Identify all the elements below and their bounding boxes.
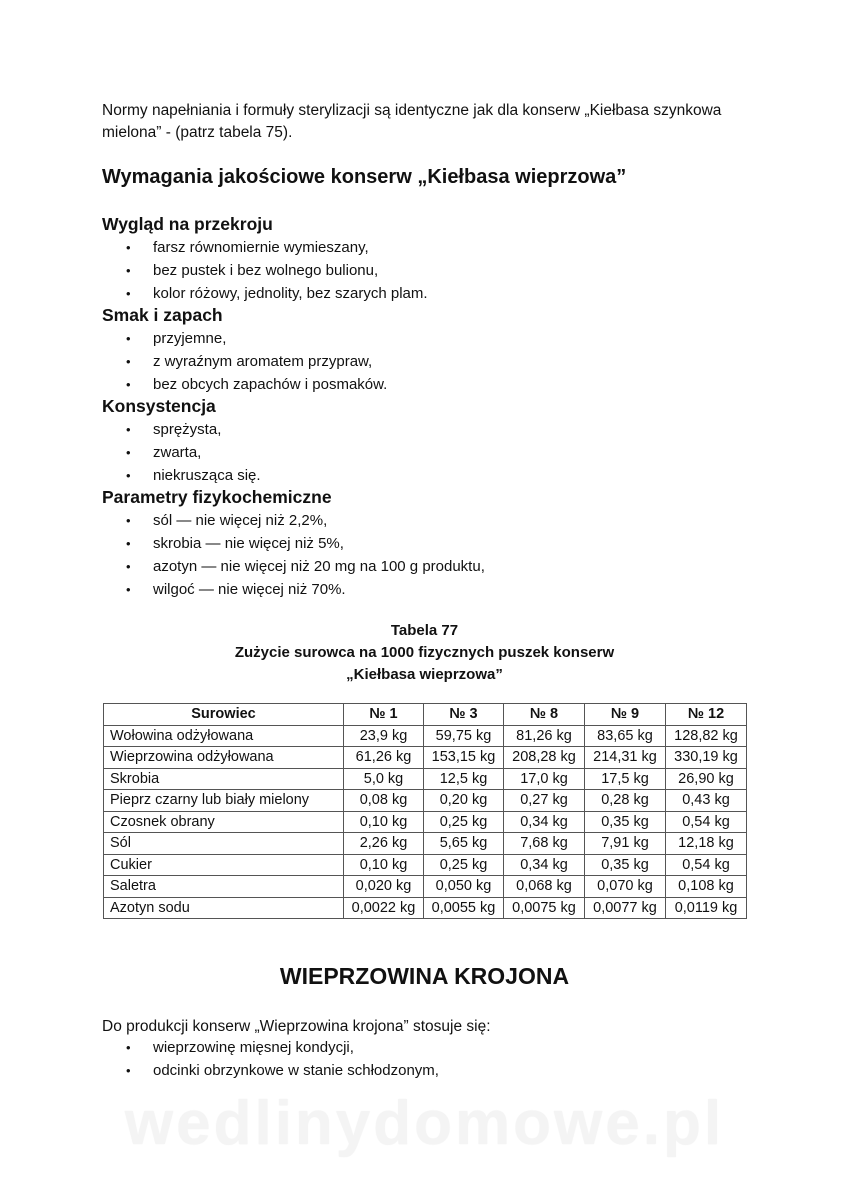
list-item: • sprężysta, (102, 418, 261, 441)
list-item: • wilgoć — nie więcej niż 70%. (102, 578, 485, 601)
column-header: Surowiec (104, 704, 344, 726)
table-cell: 0,54 kg (666, 854, 747, 876)
column-header: № 12 (666, 704, 747, 726)
table-cell: 23,9 kg (344, 725, 424, 747)
table-cell: 0,25 kg (424, 811, 504, 833)
table-cell: 0,20 kg (424, 790, 504, 812)
list-item: • przyjemne, (102, 327, 387, 350)
table-cell: 0,0077 kg (585, 897, 666, 919)
table-cell: 128,82 kg (666, 725, 747, 747)
table-cell: 0,070 kg (585, 876, 666, 898)
table-cell: 0,08 kg (344, 790, 424, 812)
table-cell: 0,25 kg (424, 854, 504, 876)
table-cell: 12,18 kg (666, 833, 747, 855)
list-item: • kolor różowy, jednolity, bez szarych plam. (102, 282, 428, 305)
section2-list (102, 1036, 439, 1082)
table-cell: 26,90 kg (666, 768, 747, 790)
group-title-appearance: Wygląd na przekroju (102, 214, 273, 234)
table-cell: 0,020 kg (344, 876, 424, 898)
group-list-appearance (102, 236, 428, 305)
table-cell: Czosnek obrany (104, 811, 344, 833)
table-cell: 0,050 kg (424, 876, 504, 898)
table-cell: 0,28 kg (585, 790, 666, 812)
table-cell: 0,0075 kg (504, 897, 585, 919)
table-cell: 330,19 kg (666, 747, 747, 769)
column-header: № 9 (585, 704, 666, 726)
table-cell: 5,0 kg (344, 768, 424, 790)
table-cell: 214,31 kg (585, 747, 666, 769)
table-cell: 0,0119 kg (666, 897, 747, 919)
section2-intro: Do produkcji konserw „Wieprzowina krojona” stosuje się: (102, 1018, 491, 1035)
column-header: № 3 (424, 704, 504, 726)
table-cell: 0,34 kg (504, 854, 585, 876)
list-item: • sól — nie więcej niż 2,2%, (102, 509, 485, 532)
table-header-row (104, 704, 747, 726)
table-row (104, 833, 747, 855)
table-cell: 5,65 kg (424, 833, 504, 855)
list-item: • z wyraźnym aromatem przypraw, (102, 350, 387, 373)
watermark: wedlinydomowe.pl (124, 1089, 725, 1158)
table-cell: 12,5 kg (424, 768, 504, 790)
table-cell: Wołowina odżyłowana (104, 725, 344, 747)
list-item: • skrobia — nie więcej niż 5%, (102, 532, 485, 555)
list-item: • azotyn — nie więcej niż 20 mg na 100 g produktu, (102, 555, 485, 578)
list-item: • zwarta, (102, 441, 261, 464)
table-row (104, 747, 747, 769)
table-cell: 83,65 kg (585, 725, 666, 747)
table-cell: 0,0055 kg (424, 897, 504, 919)
section-title: Wymagania jakościowe konserw „Kiełbasa wieprzowa” (102, 166, 627, 188)
table-cell: 7,91 kg (585, 833, 666, 855)
list-item: • odcinki obrzynkowe w stanie schłodzonym, (102, 1059, 439, 1082)
table-cell: 0,34 kg (504, 811, 585, 833)
table-cell: 208,28 kg (504, 747, 585, 769)
table-cell: 0,54 kg (666, 811, 747, 833)
table-row (104, 811, 747, 833)
table-cell: 0,10 kg (344, 811, 424, 833)
group-title-consistency: Konsystencja (102, 396, 216, 416)
table-cell: 0,0022 kg (344, 897, 424, 919)
table-cell: 59,75 kg (424, 725, 504, 747)
list-item: • niekrusząca się. (102, 464, 261, 487)
table-cell: 0,43 kg (666, 790, 747, 812)
table-cell: 61,26 kg (344, 747, 424, 769)
table-cell: Saletra (104, 876, 344, 898)
table-row (104, 790, 747, 812)
table-cell: Wieprzowina odżyłowana (104, 747, 344, 769)
group-title-taste: Smak i zapach (102, 305, 223, 325)
table-cell: Cukier (104, 854, 344, 876)
list-item: • bez pustek i bez wolnego bulionu, (102, 259, 428, 282)
column-header: № 8 (504, 704, 585, 726)
group-list-taste (102, 327, 387, 396)
section2-title: WIEPRZOWINA KROJONA (279, 963, 570, 989)
table-row (104, 854, 747, 876)
group-title-physicochemical: Parametry fizykochemiczne (102, 487, 332, 507)
list-item: • wieprzowinę mięsnej kondycji, (102, 1036, 439, 1059)
table-cell: 153,15 kg (424, 747, 504, 769)
table-cell: 0,27 kg (504, 790, 585, 812)
table-cell: Pieprz czarny lub biały mielony (104, 790, 344, 812)
table-cell: 17,5 kg (585, 768, 666, 790)
table-cell: 2,26 kg (344, 833, 424, 855)
group-list-physicochemical (102, 509, 485, 601)
table-cell: Sól (104, 833, 344, 855)
table-cell: 0,35 kg (585, 854, 666, 876)
table-cell: 0,35 kg (585, 811, 666, 833)
table-row (104, 768, 747, 790)
table-cell: 0,108 kg (666, 876, 747, 898)
table-cell: Skrobia (104, 768, 344, 790)
group-list-consistency (102, 418, 261, 487)
table-cell: 0,10 kg (344, 854, 424, 876)
table-caption-line1: Zużycie surowca na 1000 fizycznych puszek konserw (234, 644, 615, 661)
column-header: № 1 (344, 704, 424, 726)
table-row (104, 876, 747, 898)
table-cell: 17,0 kg (504, 768, 585, 790)
table-cell: 0,068 kg (504, 876, 585, 898)
intro-paragraph: Normy napełniania i formuły sterylizacji są identyczne jak dla konserw „Kiełbasa szynkowa mielona” - (patrz tabela 75). (102, 102, 722, 141)
table-row (104, 897, 747, 919)
table-cell: 81,26 kg (504, 725, 585, 747)
list-item: • bez obcych zapachów i posmaków. (102, 373, 387, 396)
table-caption-line2: „Kiełbasa wieprzowa” (346, 666, 503, 683)
table-cell: Azotyn sodu (104, 897, 344, 919)
table-cell: 7,68 kg (504, 833, 585, 855)
table-row (104, 725, 747, 747)
raw-material-table (103, 703, 747, 919)
list-item: • farsz równomiernie wymieszany, (102, 236, 428, 259)
table-caption-number: Tabela 77 (390, 622, 459, 639)
